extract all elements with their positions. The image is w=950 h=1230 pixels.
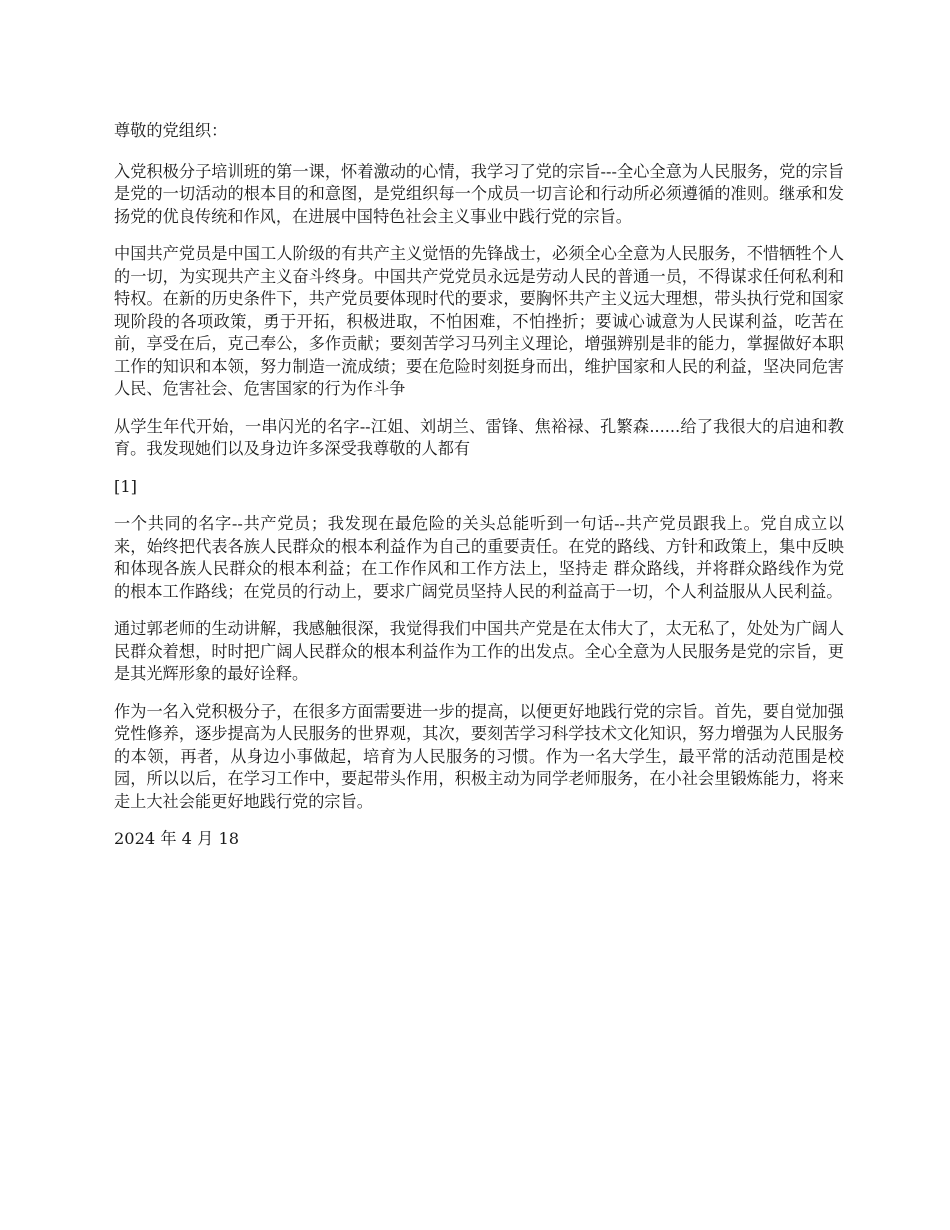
paragraph-2: 中国共产党员是中国工人阶级的有共产主义觉悟的先锋战士，必须全心全意为人民服务，不惜牺牲个人的一切，为实现共产主义奋斗终身。中国共产党党员永远是劳动人民的普通一员，不得谋求任何私利和特权。在新的历史条件下，共产党员要体现时代的要求，要胸怀共产主义远大理想，带头执行党和国家现阶段的各项政策，勇于开拓，积极进取，不怕困难，不怕挫折；要诚心诚意为人民谋利益，吃苦在前，享受在后，克己奉公，多作贡献；要刻苦学习马列主义理论，增强辨别是非的能力，掌握做好本职工作的知识和本领，努力制造一流成绩；要在危险时刻挺身而出，维护国家和人民的利益，坚决同危害人民、危害社会、危害国家的行为作斗争 xyxy=(114,244,844,398)
salutation: 尊敬的党组织： xyxy=(114,121,228,140)
paragraph-3: 从学生年代开始，一串闪光的名字--江姐、刘胡兰、雷锋、焦裕禄、孔繁森......给了我很大的启迪和教育。我发现她们以及身边许多深受我尊敬的人都有 xyxy=(114,416,844,458)
letter-date: 2024 年 4 月 18 xyxy=(114,829,240,848)
paragraph-6: 作为一名入党积极分子，在很多方面需要进一步的提高，以便更好地践行党的宗旨。首先，要自觉加强党性修养，逐步提高为人民服务的世界观，其次，要刻苦学习科学技术文化知识，努力增强为人民服务的本领，再者，从身边小事做起，培育为人民服务的习惯。作为一名大学生，最平常的活动范围是校园，所以以后，在学习工作中，要起带头作用，积极主动为同学老师服务，在小社会里锻炼能力，将来走上大社会能更好地践行党的宗旨。 xyxy=(114,701,844,811)
paragraph-4: 一个共同的名字--共产党员；我发现在最危险的关头总能听到一句话--共产党员跟我上。党自成立以来，始终把代表各族人民群众的根本利益作为自己的重要责任。在党的路线、方针和政策上，集中反映和体现各族人民群众的根本利益；在工作作风和工作方法上，坚持走 群众路线，并将群众路线作为党的根本工作路线；在党员的行动上，要求广阔党员坚持人民的利益高于一切，个人利益服从人民利益。 xyxy=(114,514,844,601)
footnote-marker: [1] xyxy=(114,476,137,496)
document-page xyxy=(114,120,844,866)
paragraph-5: 通过郭老师的生动讲解，我感触很深，我觉得我们中国共产党是在太伟大了，太无私了，处处为广阔人民群众着想，时时把广阔人民群众的根本利益作为工作的出发点。全心全意为人民服务是党的宗旨，更是其光辉形象的最好诠释。 xyxy=(114,619,844,683)
paragraph-1: 入党积极分子培训班的第一课，怀着激动的心情，我学习了党的宗旨---全心全意为人民服务，党的宗旨是党的一切活动的根本目的和意图，是党组织每一个成员一切言论和行动所必须遵循的准则。继承和发扬党的优良传统和作风，在进展中国特色社会主义事业中践行党的宗旨。 xyxy=(114,161,844,226)
